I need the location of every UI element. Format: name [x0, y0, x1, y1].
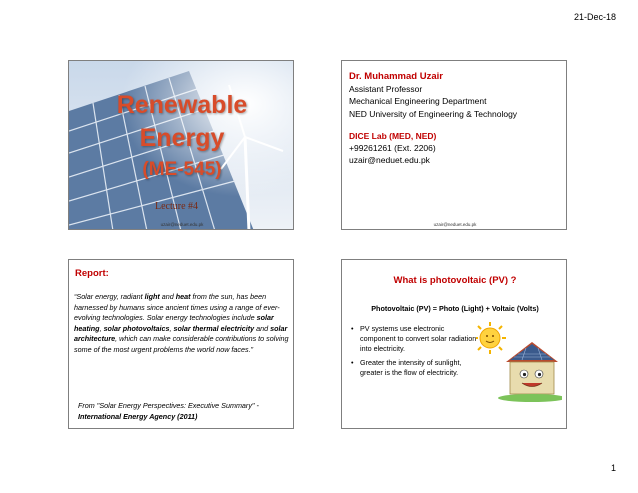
author-title: Assistant Professor — [349, 84, 423, 95]
slide-title[interactable] — [68, 60, 294, 230]
page-number: 1 — [610, 463, 616, 473]
author-name: Dr. Muhammad Uzair — [349, 71, 443, 82]
lecture-number: Lecture #4 — [155, 201, 199, 212]
report-quote: “Solar energy, radiant light and heat from the sun, has been harnessed by humans since ancient times using a range of ever-evolving technologies. Solar energy technologies include solar heating, solar photovoltaics, solar thermal electricity and solar architecture, which can make considerable contributions to solving some of the most urgent problems the world now faces.” — [74, 292, 289, 354]
slide-contact[interactable] — [341, 60, 567, 230]
email-address: uzair@neduet.edu.pk — [349, 155, 430, 166]
report-heading: Report: — [75, 268, 109, 279]
slide-footer-email: uzair@neduet.edu.pk — [160, 222, 204, 227]
slide-report[interactable] — [68, 259, 294, 429]
report-source: From "Solar Energy Perspectives: Executive Summary" - International Energy Agency (2011) — [78, 401, 259, 421]
house-icon — [498, 342, 562, 402]
solar-house-illustration — [476, 320, 562, 404]
course-code: (ME-545) — [142, 159, 222, 180]
list-item: • PV systems use electronic component to convert solar radiation into electricity. — [350, 324, 480, 355]
slide-footer-email: uzair@neduet.edu.pk — [433, 222, 477, 227]
lab-name: DICE Lab (MED, NED) — [349, 130, 437, 141]
title-line-2: Energy — [139, 124, 225, 152]
pv-title: What is photovoltaic (PV) ? — [393, 275, 517, 286]
date-label: 21-Dec-18 — [573, 12, 616, 22]
pv-bullet-list — [350, 324, 480, 381]
sun-icon — [476, 322, 506, 354]
slide-photovoltaic[interactable] — [341, 259, 567, 429]
title-line-1: Renewable — [116, 91, 248, 119]
author-department: Mechanical Engineering Department — [349, 96, 487, 107]
author-university: NED University of Engineering & Technology — [349, 108, 518, 119]
pv-formula: Photovoltaic (PV) = Photo (Light) + Voltaic (Volts) — [371, 304, 539, 313]
phone-number: +99261261 (Ext. 2206) — [349, 143, 436, 154]
list-item: • Greater the intensity of sunlight, greater is the flow of electricity. — [350, 358, 480, 378]
contact-block — [349, 71, 517, 166]
